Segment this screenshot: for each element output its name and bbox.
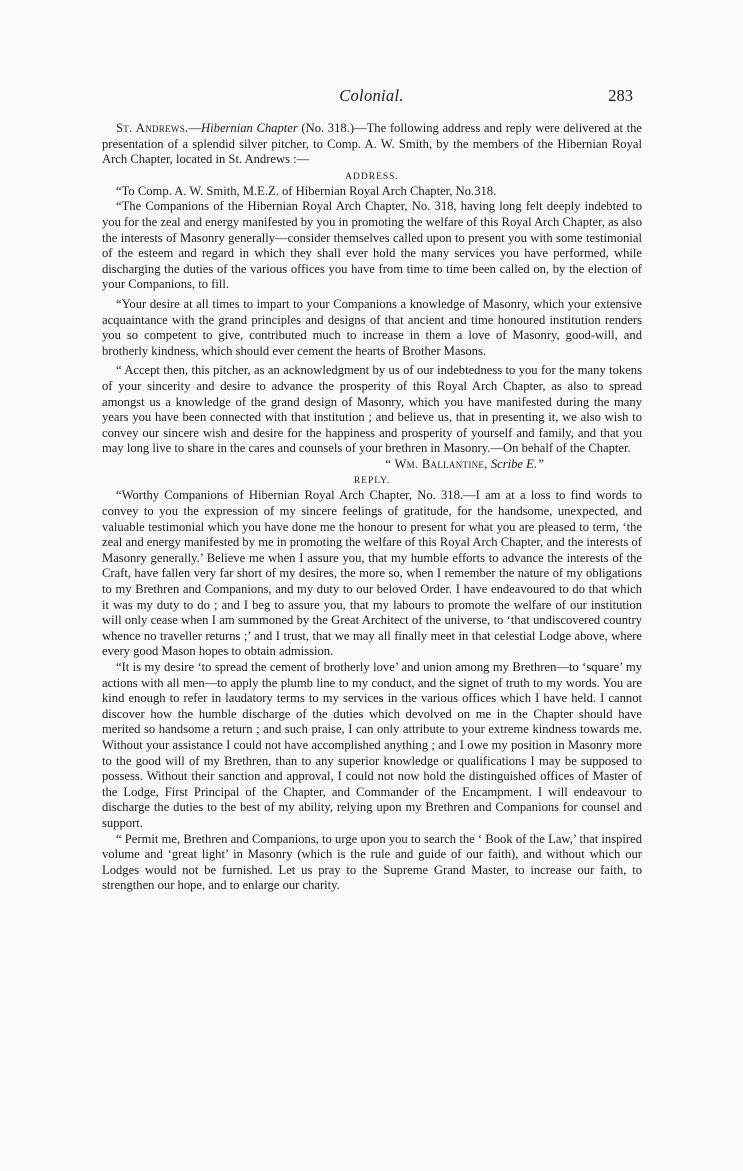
address-paragraph-1: “The Companions of the Hibernian Royal Arch Chapter, No. 318, having long felt deeply indebted to you for the zeal and energy manifested by you in promoting the welfare of this Royal Arch Chapter, as also the interests of Masonry generally—consider themselves called upon to present you with some testimonial of the esteem and regard in which they shall ever hold the many services you have performed, while discharging the duties of the various offices you have from time to time been called on, by the election of your Companions, to fill. bbox=[102, 199, 642, 292]
intro-text: (No. 318.)—The following address and reply were delivered at the presentation of a splendid silver pitcher, to Comp. A. W. Smith, by the members of the Hibernian Royal Arch Chapter, located in St. Andrews :— bbox=[102, 121, 642, 167]
address-paragraph-3: “ Accept then, this pitcher, as an acknowledgment by us of our indebtedness to you for the many tokens of your sincerity and desire to advance the prosperity of this Royal Arch Chapter, as also to spread amongst us a knowledge of the grand design of Masonry, which you have manifested during the many years you have been connected with that institution ; and believe us, that in presenting it, we also wish to convey our sincere wish and desire for the happiness and prosperity of yourself and family, and that you may long live to share in the cares and counsels of your brethren in Masonry.—On behalf of the Chapter. bbox=[102, 363, 642, 456]
reply-paragraph-1: “Worthy Companions of Hibernian Royal Arch Chapter, No. 318.—I am at a loss to find words to convey to you the expression of my sincere feelings of gratitude, for the handsome, unexpected, and valuable testimonial which you have done me the honour to present for what you are pleased to term, ‘the zeal and energy manifested by me in promoting the welfare of this Royal Arch Chapter, and the interests of Masonry generally.’ Believe me when I assure you, that my humble efforts to advance the interests of the Craft, have fallen very far short of my desires, the more so, when I remember the nature of my obligations to my Brethren and Companions, and my duty to our beloved Order. I have endeavoured to do that which it was my duty to do ; and I beg to assure you, that my labours to promote the welfare of our institution will only cease when I am summoned by the Great Architect of the universe, to ‘that undiscovered country whence no traveller returns ;’ and I trust, that we may all finally meet in that celestial Lodge above, where every good Mason hopes to obtain admission. bbox=[102, 488, 642, 659]
article-body bbox=[102, 121, 642, 894]
signature bbox=[102, 457, 642, 473]
address-heading: ADDRESS. bbox=[345, 171, 399, 182]
address-salutation: “To Comp. A. W. Smith, M.E.Z. of Hibernian Royal Arch Chapter, No.318. bbox=[116, 183, 497, 198]
reply-paragraph-2: “It is my desire ‘to spread the cement of brotherly love’ and union among my Brethren—to ‘square’ my actions with all men—to apply the plumb line to my conduct, and the signet of truth to my words. You are kind enough to refer in laudatory terms to my services in the various offices which I have held. I cannot discover how the humble discharge of the duties which devolved on me in the Chapter should have merited so handsome a return ; and such praise, I can only attribute to your extreme kindness towards me. Without your assistance I could not have accomplished anything ; and I owe my position in Masonry more to the good will of my Brethren, than to any superior knowledge or qualifications I may be supposed to possess. Without their sanction and approval, I could not now hold the distinguished offices of Master of the Lodge, First Principal of the Chapter, and Commander of the Encampment. I will endeavour to discharge the duties to the best of my ability, relying upon my Brethren and Companions for counsel and support. bbox=[102, 660, 642, 830]
signature-name: “ Wm. Ballantine, bbox=[385, 456, 488, 471]
reply-heading: REPLY. bbox=[353, 476, 391, 487]
running-head bbox=[110, 86, 633, 108]
signature-title: Scribe E.” bbox=[490, 456, 544, 471]
reply-paragraph-3: “ Permit me, Brethren and Companions, to urge upon you to search the ‘ Book of the Law,’ that inspired volume and ‘great light’ in Masonry (which is the rule and guide of our faith), and without which our Lodges would not be furnished. Let us pray to the Supreme Grand Master, to increase our faith, to strengthen our hope, and to enlarge our charity. bbox=[102, 831, 642, 893]
page-number: 283 bbox=[608, 86, 633, 105]
running-title: Colonial. bbox=[339, 86, 404, 105]
address-paragraph-2: “Your desire at all times to impart to your Companions a knowledge of Masonry, which your extensive acquaintance with the grand principles and designs of that ancient and time honoured institution renders you so competent to give, contributed much to increase in them a love of Masonry, good-will, and brotherly kindness, which should ever cement the hearts of Brother Masons. bbox=[102, 296, 642, 358]
intro-chapter-name: Hibernian Chapter bbox=[201, 121, 298, 135]
intro-paragraph: St. Andrews.—Hibernian Chapter (No. 318.)—The following address and reply were delivered at the presentation of a splendid silver pitcher, to Comp. A. W. Smith, by the members of the Hibernian Royal Arch Chapter, located in St. Andrews :— bbox=[102, 121, 642, 167]
intro-location: St. Andrews. bbox=[116, 121, 189, 135]
